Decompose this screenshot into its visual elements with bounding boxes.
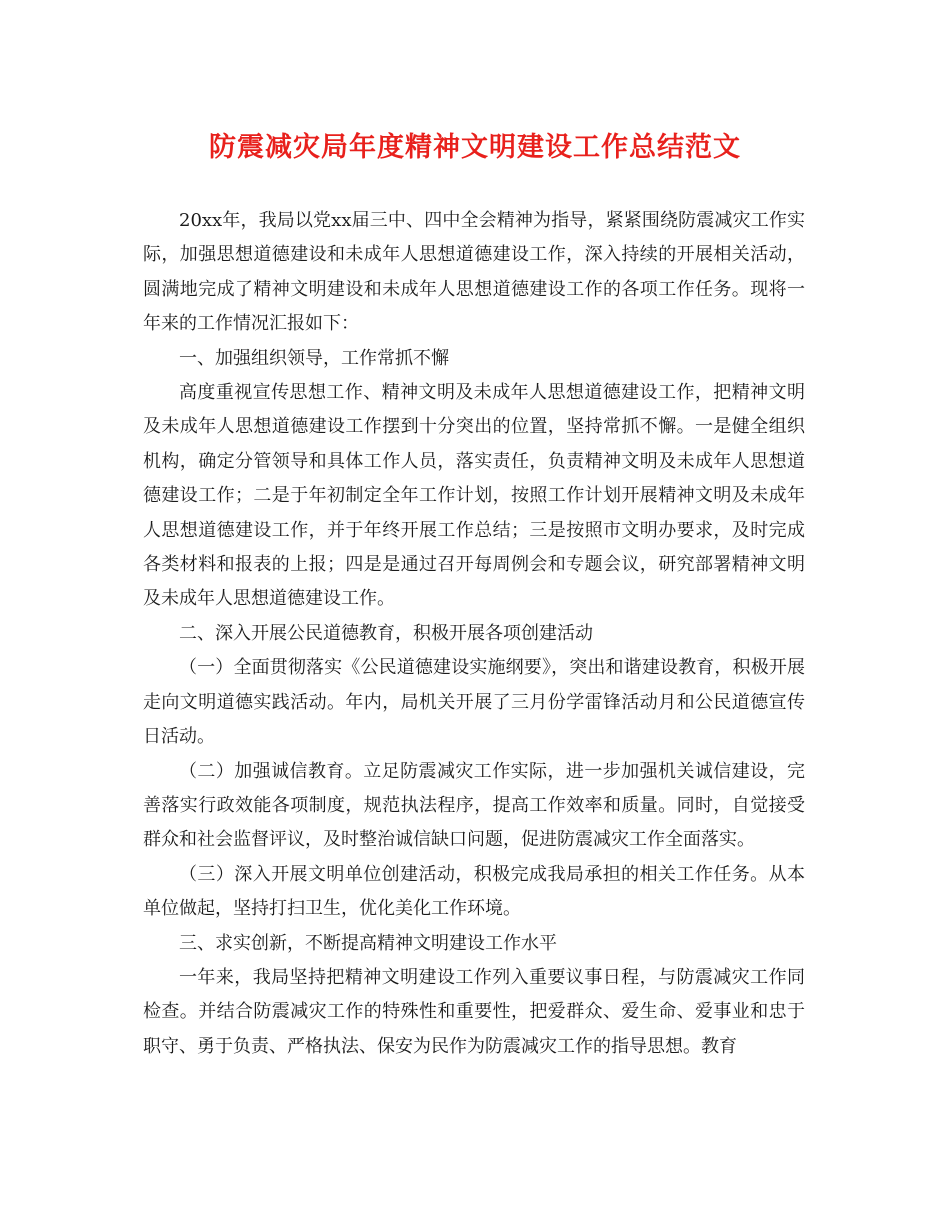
document-body <box>143 204 805 1064</box>
paragraph-intro: 20xx年，我局以党xx届三中、四中全会精神为指导，紧紧围绕防震减灾工作实际，加强思想道德建设和未成年人思想道德建设工作，深入持续的开展相关活动，圆满地完成了精神文明建设和未成年人思想道德建设工作的各项工作任务。现将一年来的工作情况汇报如下： <box>143 210 805 335</box>
heading-section-1: 一、加强组织领导，工作常抓不懈 <box>179 347 449 369</box>
document-title: 防震减灾局年度精神文明建设工作总结范文 <box>209 132 741 163</box>
paragraph-section-2-item-1: （一）全面贯彻落实《公民道德建设实施纲要》，突出和谐建设教育，积极开展走向文明道德实践活动。年内，局机关开展了三月份学雷锋活动月和公民道德宣传日活动。 <box>143 657 805 748</box>
heading-section-3: 三、求实创新，不断提高精神文明建设工作水平 <box>179 932 557 954</box>
paragraph-section-2-item-2: （二）加强诚信教育。立足防震减灾工作实际，进一步加强机关诚信建设，完善落实行政效能各项制度，规范执法程序，提高工作效率和质量。同时，自觉接受群众和社会监督评议，及时整治诚信缺口问题，促进防震减灾工作全面落实。 <box>143 760 805 851</box>
paragraph-section-3: 一年来，我局坚持把精神文明建设工作列入重要议事日程，与防震减灾工作同检查。并结合防震减灾工作的特殊性和重要性，把爱群众、爱生命、爱事业和忠于职守、勇于负责、严格执法、保安为民作为防震减灾工作的指导思想。教育 <box>143 966 805 1057</box>
paragraph-section-2-item-3: （三）深入开展文明单位创建活动，积极完成我局承担的相关工作任务。从本单位做起，坚持打扫卫生，优化美化工作环境。 <box>143 863 805 920</box>
heading-section-2: 二、深入开展公民道德教育，积极开展各项创建活动 <box>179 622 593 644</box>
paragraph-section-1: 高度重视宣传思想工作、精神文明及未成年人思想道德建设工作，把精神文明及未成年人思想道德建设工作摆到十分突出的位置，坚持常抓不懈。一是健全组织机构，确定分管领导和具体工作人员，落实责任，负责精神文明及未成年人思想道德建设工作；二是于年初制定全年工作计划，按照工作计划开展精神文明及未成年人思想道德建设工作，并于年终开展工作总结；三是按照市文明办要求，及时完成各类材料和报表的上报；四是是通过召开每周例会和专题会议，研究部署精神文明及未成年人思想道德建设工作。 <box>143 382 805 610</box>
